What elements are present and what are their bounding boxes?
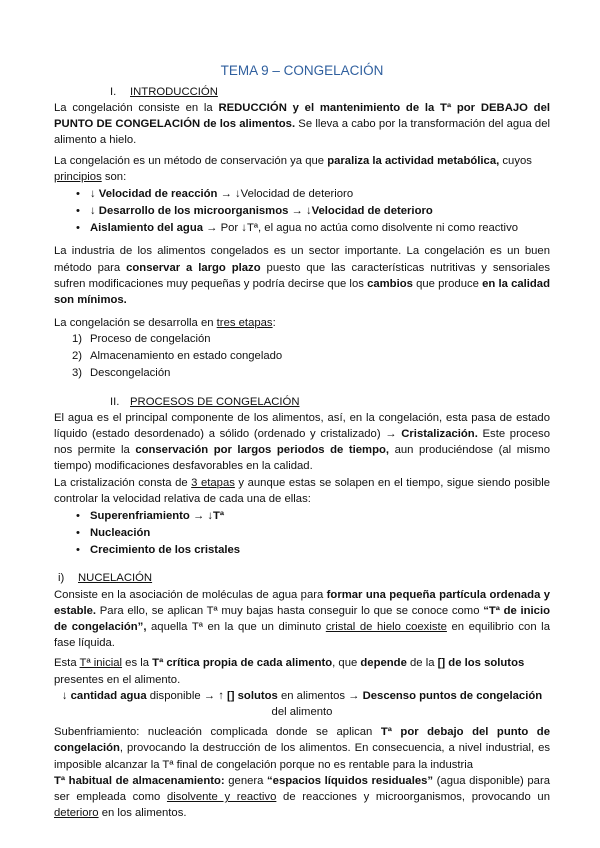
document-title: TEMA 9 – CONGELACIÓN bbox=[220, 63, 384, 78]
paragraph-principles-intro: La congelación es un método de conservación ya que paraliza la actividad metabólica, cuyos principios son: bbox=[54, 154, 532, 183]
list-item: 3) Descongelación bbox=[72, 367, 171, 380]
stages-list bbox=[54, 331, 550, 381]
paragraph-crystallization: El agua es el principal componente de los alimentos, así, en la congelación, esta pasa de estado líquido (estado desordenado) a sólido (ordenado y cristalizado) → Cristalización. Este proceso nos permite la conservación por largos periodos de tiempo, aun produciéndose (al mismo tiempo) modificaciones desfavorables en la calidad. bbox=[54, 411, 550, 473]
paragraph-crystallization-stages: La cristalización consta de 3 etapas y aunque estas se solapen en el tiempo, sigue siendo posible controlar la velocidad relativa de cada una de ellas: bbox=[54, 476, 551, 505]
crystallization-stages-list bbox=[54, 508, 550, 558]
section-heading-introduccion bbox=[110, 84, 550, 100]
paragraph-subcooling: Subenfriamiento: nucleación complicada donde se aplican Tª por debajo del punto de congelación, provocando la destrucción de los alimentos. En consecuencia, a nivel industrial, es imposible alcanzar la Tª final de congelación porque no es rentable para la industria bbox=[54, 726, 550, 771]
section-number: I. bbox=[110, 86, 117, 98]
principles-list bbox=[54, 186, 550, 236]
paragraph-definition: La congelación consiste en la REDUCCIÓN y el mantenimiento de la Tª por DEBAJO del PUNTO DE CONGELACIÓN de los alimentos. Se lleva a cabo por la transformación del agua del alimento a hielo. bbox=[54, 102, 550, 147]
section-label: INTRODUCCIÓN bbox=[130, 86, 218, 98]
paragraph-initial-temperature: Esta Tª inicial es la Tª crítica propia de cada alimento, que depende de la [] de los solutos presentes en el alimento. bbox=[54, 657, 525, 686]
list-item: 1) Proceso de congelación bbox=[72, 333, 211, 346]
bullet-icon: • bbox=[76, 543, 80, 556]
bullet-icon: • bbox=[76, 221, 80, 234]
subsection-number: i) bbox=[58, 572, 65, 585]
section-number: II. bbox=[110, 395, 120, 408]
paragraph-stages-intro: La congelación se desarrolla en tres etapas: bbox=[54, 317, 276, 330]
paragraph-industry: La industria de los alimentos congelados es un sector importante. La congelación es un buen método para conservar a largo plazo puesto que las características nutritivas y sensoriales sufren modificaciones muy pequeñas y podría decirse que los cambios que produce en la calidad son mínimos. bbox=[54, 245, 550, 307]
bullet-icon: • bbox=[76, 204, 80, 217]
paragraph-storage-temperature: Tª habitual de almacenamiento: genera “espacios líquidos residuales” (agua disponible) para ser empleada como disolvente y reactivo de reacciones y microorganismos, provocando un deterioro en los alimentos. bbox=[54, 774, 550, 820]
subsection-heading-nucleacion bbox=[58, 570, 550, 586]
list-item: 2) Almacenamiento en estado congelado bbox=[72, 350, 283, 363]
document-page bbox=[54, 62, 550, 821]
bullet-icon: • bbox=[76, 526, 80, 539]
list-item: • ↓ Desarrollo de los microorganismos → ↓Velocidad de deterioro bbox=[76, 203, 550, 220]
relation-statement: ↓ cantidad agua disponible → ↑ [] solutos en alimentos → Descenso puntos de congelación del alimento bbox=[61, 689, 543, 719]
list-item: • Nucleación bbox=[76, 525, 550, 542]
bullet-icon: • bbox=[76, 188, 80, 201]
bullet-icon: • bbox=[76, 510, 80, 523]
list-item: • ↓ Velocidad de reacción → ↓Velocidad de deterioro bbox=[76, 186, 550, 203]
section-label: PROCESOS DE CONGELACIÓN bbox=[130, 395, 300, 408]
section-heading-procesos bbox=[110, 394, 550, 410]
list-item: • Aislamiento del agua → Por ↓Tª, el agua no actúa como disolvente ni como reactivo bbox=[76, 220, 550, 237]
paragraph-nucleation: Consiste en la asociación de moléculas de agua para formar una pequeña partícula ordenada y estable. Para ello, se aplican Tª muy bajas hasta conseguir lo que se conoce como “Tª de inicio de congelación”, aquella Tª en la que un diminuto cristal de hielo coexiste en equilibrio con la fase líquida. bbox=[54, 588, 551, 650]
list-item: • Crecimiento de los cristales bbox=[76, 542, 550, 559]
list-item: • Superenfriamiento → ↓Tª bbox=[76, 508, 550, 525]
subsection-label: NUCELACIÓN bbox=[78, 572, 153, 585]
